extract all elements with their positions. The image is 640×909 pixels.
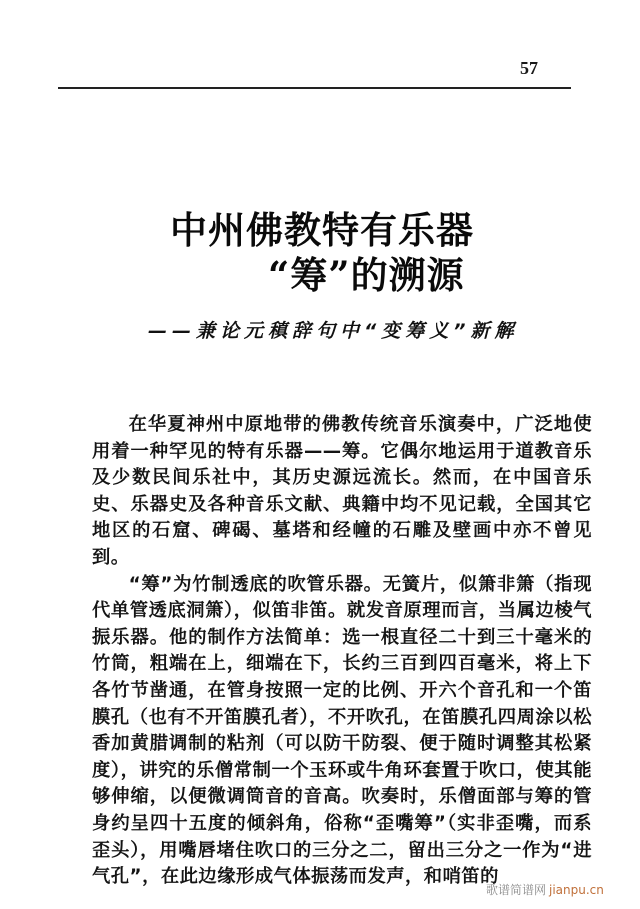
watermark — [486, 881, 604, 898]
header-rule — [58, 87, 571, 89]
article-body — [92, 412, 592, 891]
article-subtitle: ——兼论元稹辞句中“变筹义”新解 — [148, 320, 519, 342]
page-number: 57 — [520, 58, 538, 78]
article-title-line2: “筹”的溯源 — [268, 253, 465, 297]
paragraph: 在华夏神州中原地带的佛教传统音乐演奏中，广泛地使用着一种罕见的特有乐器——筹。它偶尔地运用于道教音乐及少数民间乐社中，其历史源远流长。然而，在中国音乐史、乐器史及各种音乐文献、典籍中均不见记载，全国其它地区的石窟、碑碣、墓塔和经幢的石雕及壁画中亦不曾见到。 — [92, 414, 592, 568]
watermark-domain: jianpu.cn — [549, 883, 604, 897]
article-title-line1: 中州佛教特有乐器 — [170, 208, 474, 252]
paragraph: “筹”为竹制透底的吹管乐器。无簧片，似箫非箫（指现代单管透底洞箫），似笛非笛。就发音原理而言，当属边棱气振乐器。他的制作方法简单：选一根直径二十到三十毫米的竹筒，粗端在上，细端在下，长约三百到四百毫米，将上下各竹节凿通，在管身按照一定的比例、开六个音孔和一个笛膜孔（也有不开笛膜孔者），不开吹孔，在笛膜孔四周涂以松香加黄腊调制的粘剂（可以防干防裂、便于随时调整其松紧度），讲究的乐僧常制一个玉环或牛角环套置于吹口，使其能够伸缩，以便微调筒音的音高。吹奏时，乐僧面部与筹的管身约呈四十五度的倾斜角，俗称“歪嘴筹”（实非歪嘴，而系歪头），用嘴唇堵住吹口的三分之二，留出三分之一作为“进气孔”，在此边缘形成气体振荡而发声，和哨笛的 — [92, 573, 592, 888]
watermark-site-name: 歌谱简谱网 — [486, 883, 547, 897]
